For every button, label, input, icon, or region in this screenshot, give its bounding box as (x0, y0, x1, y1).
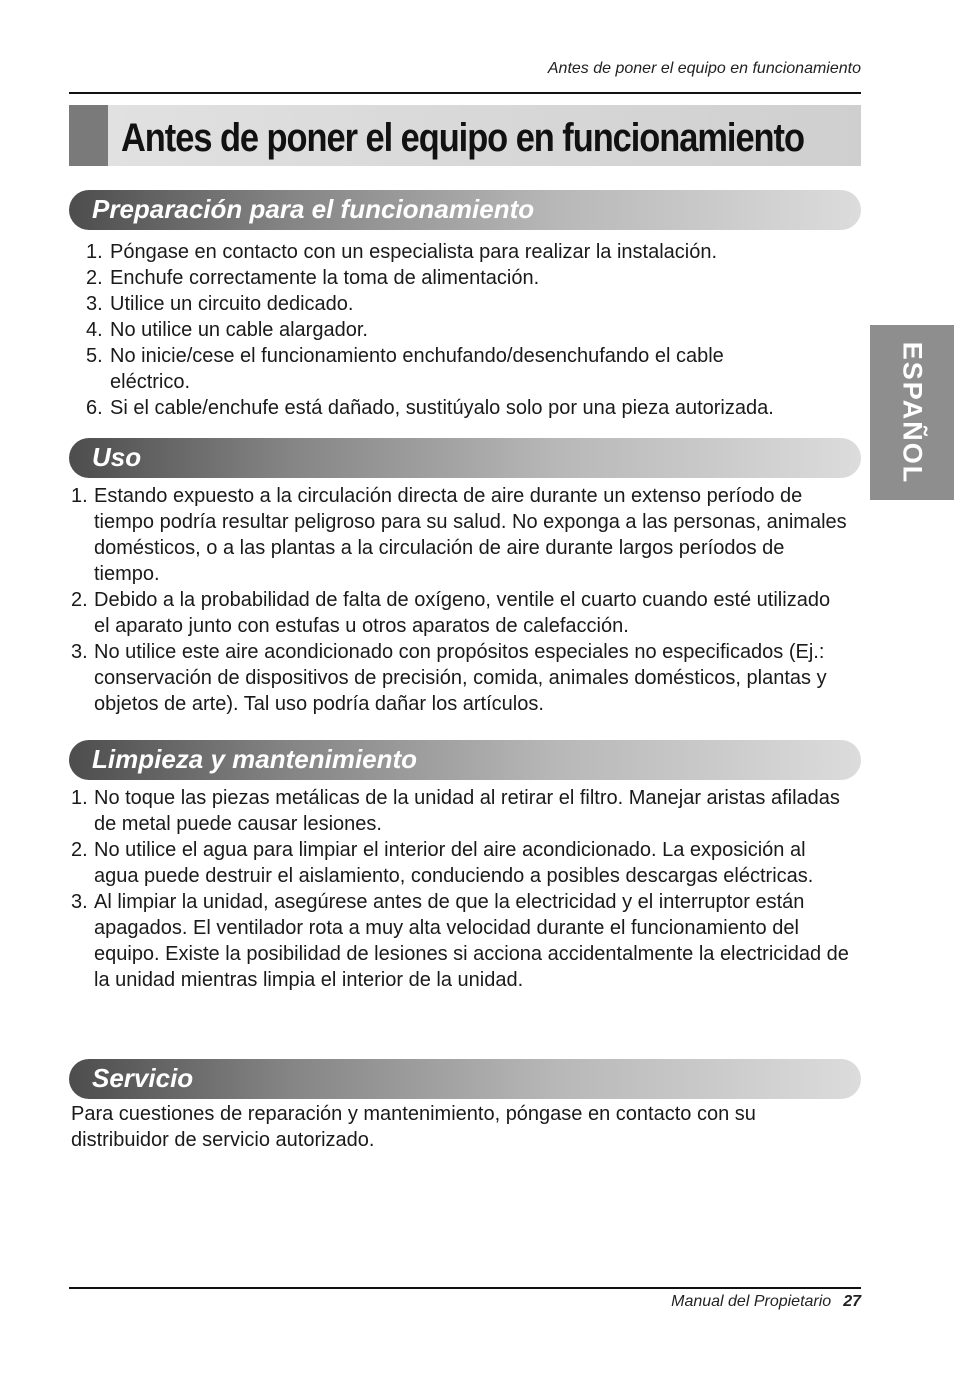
section-heading-label: Preparación para el funcionamiento (92, 194, 535, 224)
page-title: Antes de poner el equipo en funcionamiento (121, 116, 804, 160)
item-text: No toque las piezas metálicas de la unidad al retirar el filtro. Manejar aristas afiladas de metal puede causar lesiones. (94, 787, 840, 835)
item-number: 1. (71, 787, 88, 809)
list-item (86, 265, 846, 291)
preparation-list (86, 239, 846, 421)
item-text: No utilice el agua para limpiar el interior del aire acondicionado. La exposición al agua puede destruir el aislamiento, conduciendo a posibles descargas eléctricas. (94, 839, 814, 887)
bottom-rule (69, 1287, 861, 1289)
page-number: 27 (843, 1293, 861, 1310)
item-text: Debido a la probabilidad de falta de oxígeno, ventile el cuarto cuando esté utilizado el aparato junto con estufas u otros aparatos de calefacción. (94, 589, 831, 637)
title-block (69, 105, 108, 166)
list-item (86, 343, 790, 395)
footer-manual-label: Manual del Propietario (671, 1293, 832, 1310)
item-text: Enchufe correctamente la toma de alimentación. (110, 267, 540, 289)
item-text: Si el cable/enchufe está dañado, sustitúyalo solo por una pieza autorizada. (110, 397, 774, 419)
top-rule (69, 92, 861, 94)
item-text: Estando expuesto a la circulación directa de aire durante un extenso período de tiempo podría resultar peligroso para su salud. No exponga a las personas, animales domésticos, o a las plantas a la circulación de aire durante largos períodos de tiempo. (94, 485, 847, 585)
uso-list (71, 483, 851, 717)
section-heading-servicio (69, 1059, 861, 1099)
list-item (71, 587, 844, 639)
side-tab (870, 325, 954, 500)
item-text: Utilice un circuito dedicado. (110, 293, 354, 315)
list-item (71, 889, 854, 993)
list-item (71, 837, 834, 889)
section-heading-uso (69, 438, 861, 478)
list-item (86, 317, 846, 343)
list-item (86, 239, 846, 265)
list-item (86, 395, 846, 421)
item-number: 3. (71, 641, 88, 663)
item-number: 6. (86, 397, 103, 419)
item-number: 3. (86, 293, 103, 315)
item-number: 5. (86, 345, 103, 367)
item-number: 3. (71, 891, 88, 913)
side-tab-label: ESPAÑOL (897, 341, 928, 485)
list-item (71, 785, 851, 837)
list-item (71, 639, 851, 717)
list-item (71, 483, 854, 587)
limpieza-list (71, 785, 851, 993)
item-number: 2. (71, 589, 88, 611)
section-heading-label: Servicio (92, 1063, 194, 1093)
running-header: Antes de poner el equipo en funcionamiento (547, 60, 861, 77)
item-text: No utilice este aire acondicionado con propósitos especiales no especificados (Ej.: conservación de dispositivos de precisión, comida, animales domésticos, plantas y objetos de arte). Tal uso podría dañar los artículos. (94, 641, 827, 715)
item-number: 1. (86, 241, 103, 263)
servicio-paragraph: Para cuestiones de reparación y mantenimiento, póngase en contacto con su distribuidor de servicio autorizado. (71, 1103, 756, 1151)
title-band (69, 105, 861, 166)
item-text: Al limpiar la unidad, asegúrese antes de que la electricidad y el interruptor están apagados. El ventilador rota a muy alta velocidad durante el funcionamiento del equipo. Existe la posibilidad de lesiones si acciona accidentalmente la electricidad de la unidad mientras limpia el interior de la unidad. (94, 891, 849, 991)
section-heading-label: Limpieza y mantenimiento (92, 744, 418, 774)
item-number: 2. (86, 267, 103, 289)
section-heading-preparacion (69, 190, 861, 230)
item-text: No utilice un cable alargador. (110, 319, 368, 341)
list-item (86, 291, 846, 317)
section-heading-limpieza (69, 740, 861, 780)
item-number: 1. (71, 485, 88, 507)
section-heading-label: Uso (92, 442, 142, 472)
item-number: 4. (86, 319, 103, 341)
item-text: No inicie/cese el funcionamiento enchufando/desenchufando el cable eléctrico. (110, 345, 724, 393)
item-number: 2. (71, 839, 88, 861)
item-text: Póngase en contacto con un especialista para realizar la instalación. (110, 241, 718, 263)
footer (671, 1293, 861, 1311)
